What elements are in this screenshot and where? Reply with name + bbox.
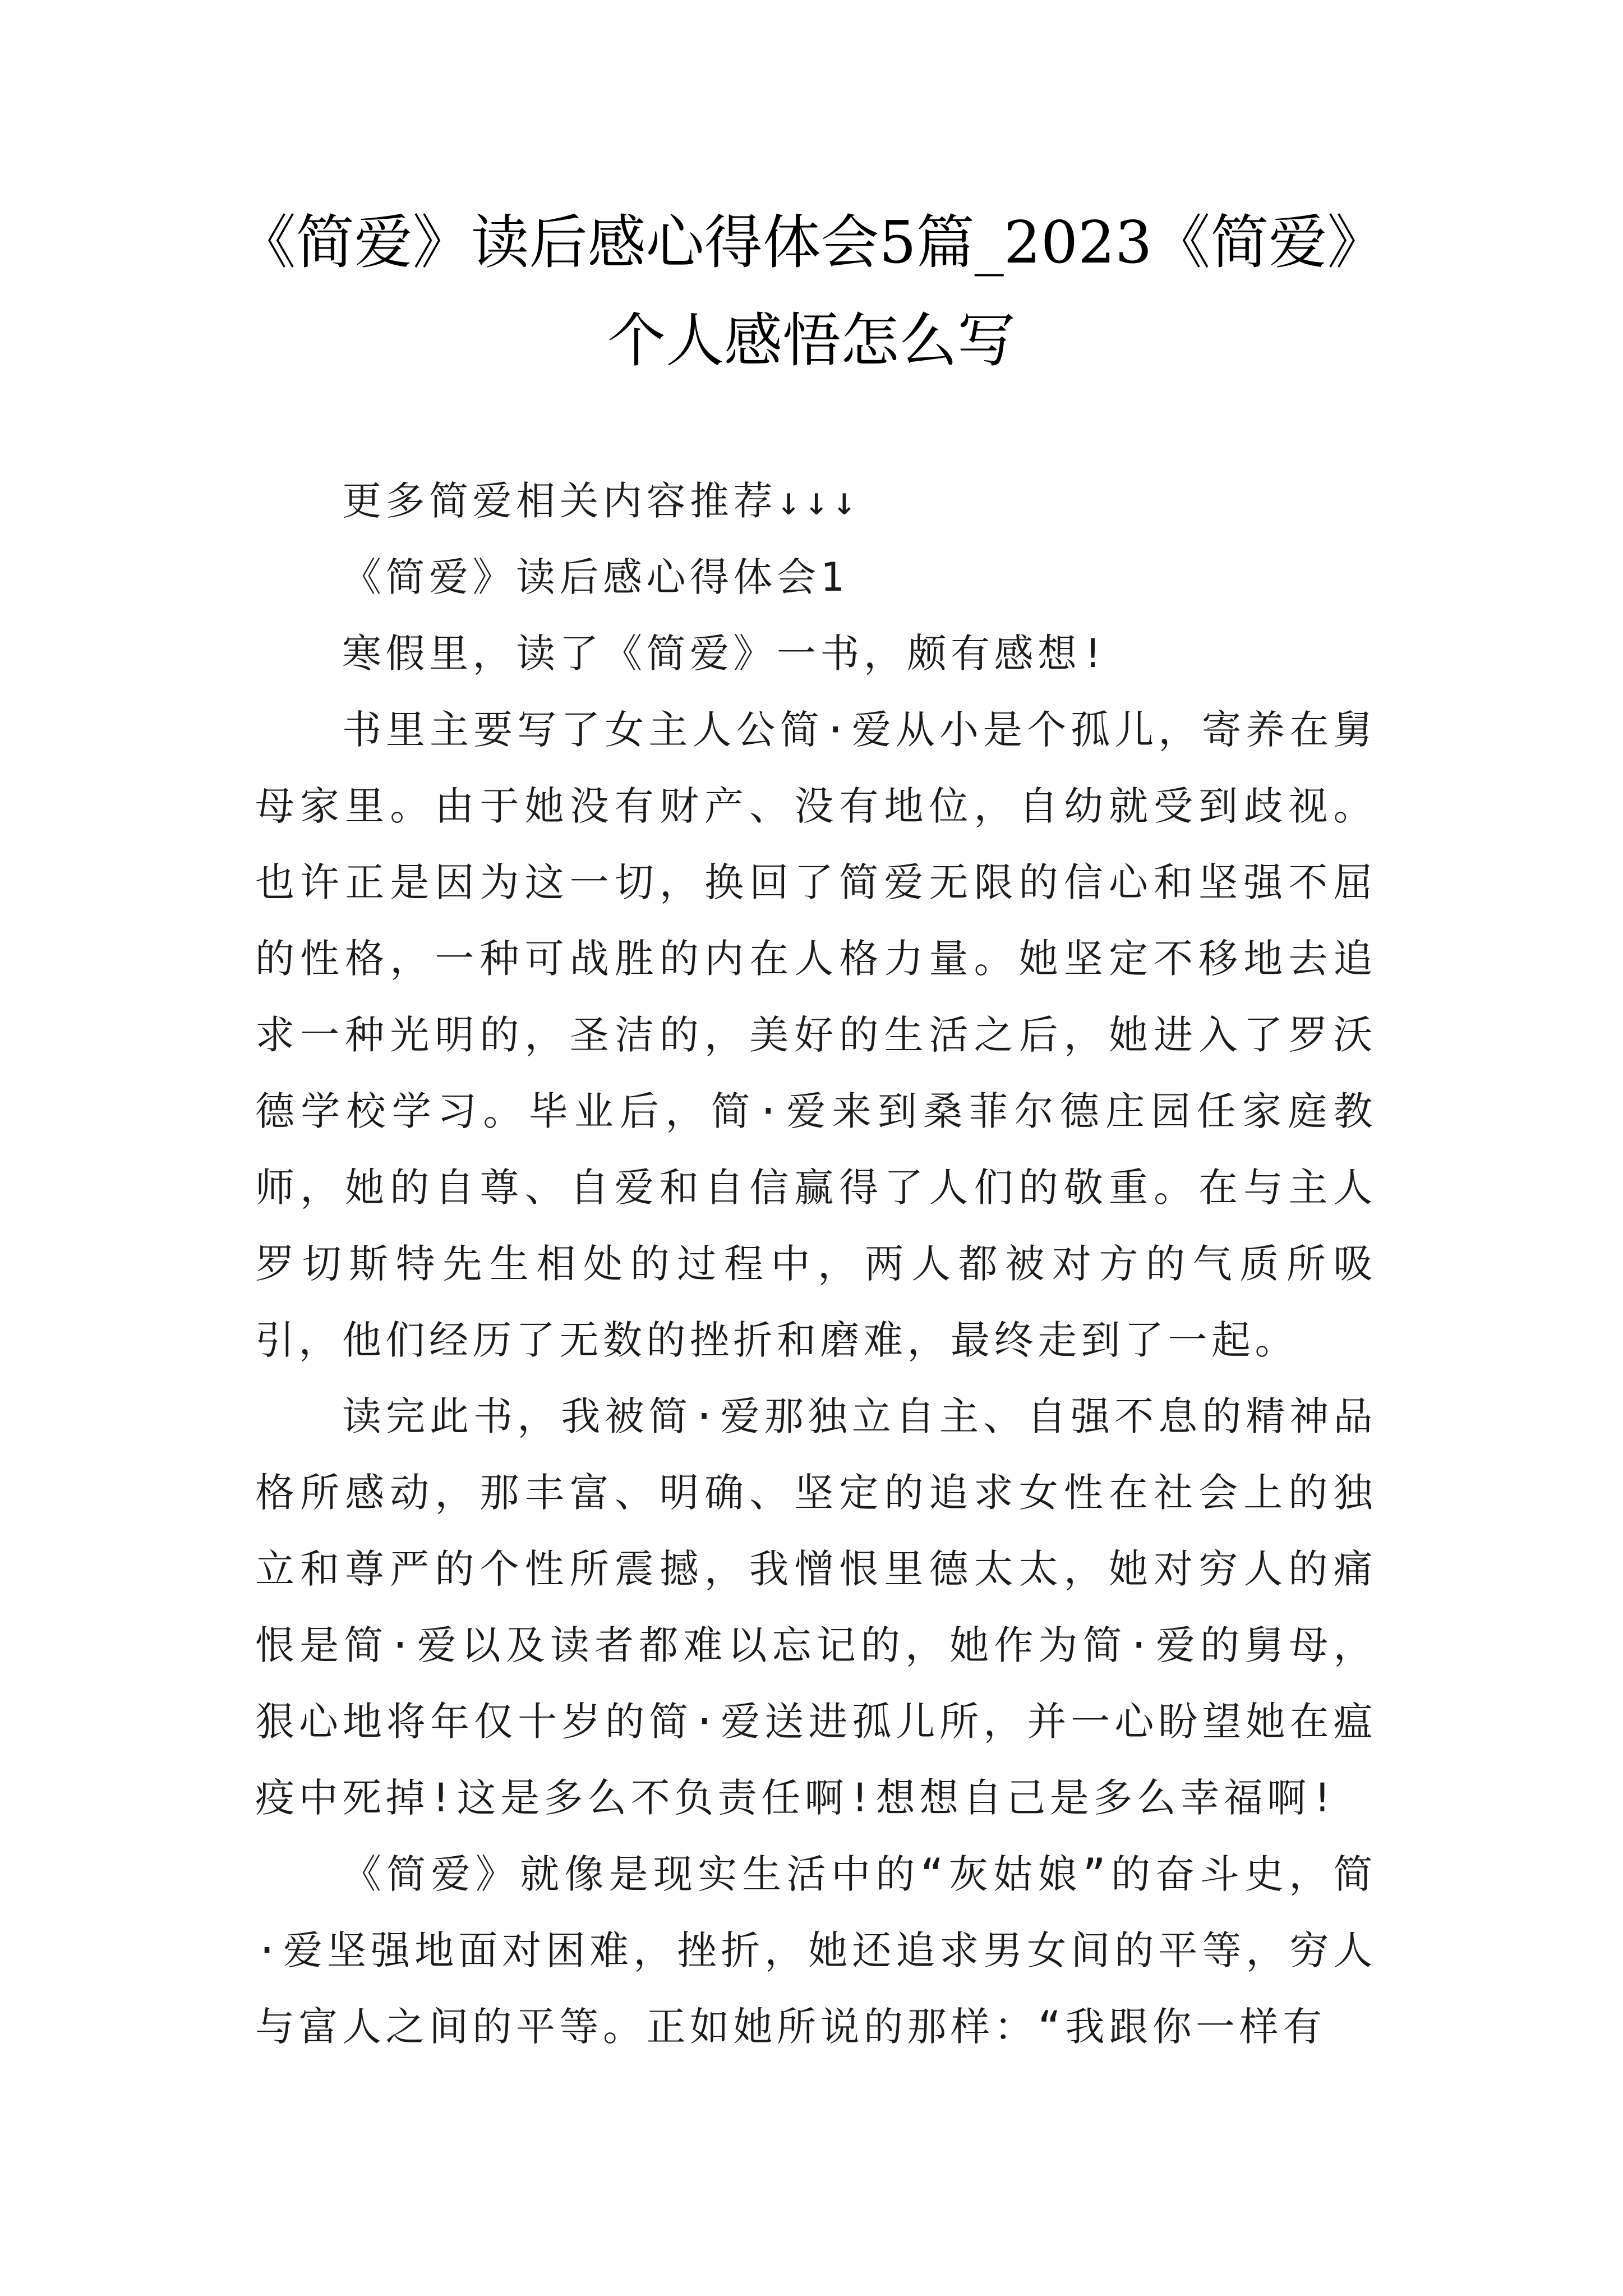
body-paragraph: 书里主要写了女主人公简·爱从小是个孤儿，寄养在舅母家里。由于她没有财产、没有地位，自幼就受到歧视。也许正是因为这一切，换回了简爱无限的信心和坚强不屈的性格，一种可战胜的内在人格力量。她坚定不移地去追求一种光明的，圣洁的，美好的生活之后，她进入了罗沃德学校学习。毕业后，简·爱来到桑菲尔德庄园任家庭教师，她的自尊、自爱和自信赢得了人们的敬重。在与主人罗切斯特先生相处的过程中，两人都被对方的气质所吸引，他们经历了无数的挫折和磨难，最终走到了一起。: [255, 707, 1377, 1363]
title-line-2: 个人感悟怎么写: [607, 306, 1016, 375]
body-paragraph: 读完此书，我被简·爱那独立自主、自强不息的精神品格所感动，那丰富、明确、坚定的追求女性在社会上的独立和尊严的个性所震撼，我憎恨里德太太，她对穷人的痛恨是简·爱以及读者都难以忘记的，她作为简·爱的舅母，狠心地将年仅十岁的简·爱送进孤儿所，并一心盼望她在瘟疫中死掉!这是多么不负责任啊!想想自己是多么幸福啊!: [255, 1393, 1377, 1821]
recommendation-line: 更多简爱相关内容推荐↓↓↓: [342, 478, 860, 524]
body-paragraph: 《简爱》就像是现实生活中的“灰姑娘”的奋斗史，简·爱坚强地面对困难，挫折，她还追求男女间的平等，穷人与富人之间的平等。正如她所说的那样：“我跟你一样有: [255, 1851, 1377, 2050]
title-line-1: 《简爱》读后感心得体会5篇_2023《简爱》: [237, 208, 1386, 277]
body-paragraph: 寒假里，读了《简爱》一书，颇有感想!: [342, 631, 1109, 677]
document-body: [255, 463, 1377, 2065]
document-title: [185, 194, 1438, 390]
section-heading: 《简爱》读后感心得体会1: [342, 554, 849, 600]
